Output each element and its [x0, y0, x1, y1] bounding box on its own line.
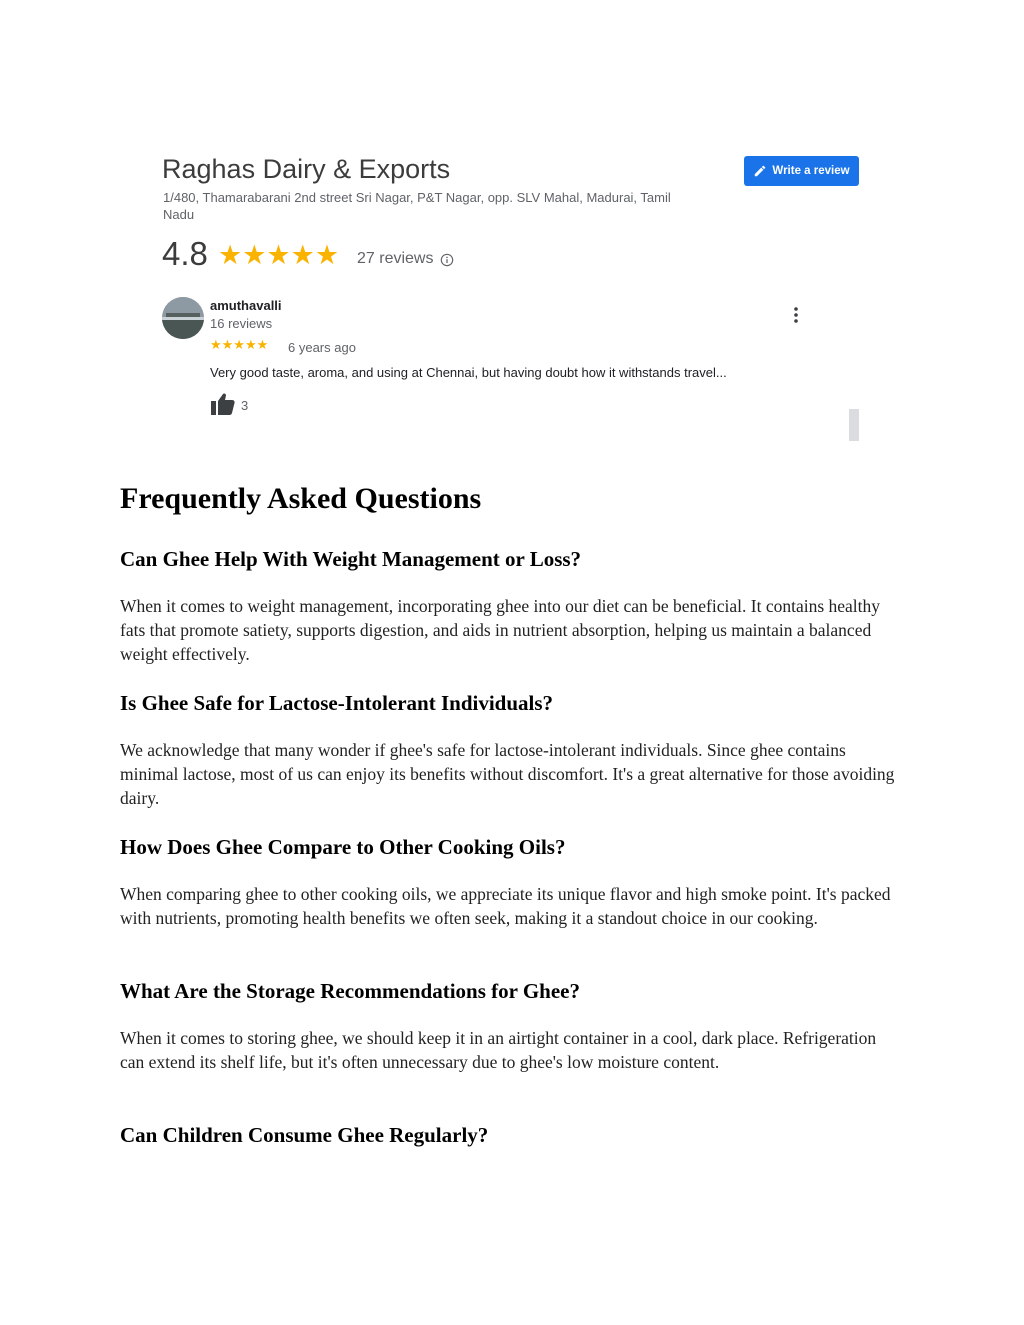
- thumbs-up-icon[interactable]: [210, 392, 236, 416]
- scrollbar[interactable]: [849, 409, 859, 441]
- reviewer-review-count: 16 reviews: [210, 316, 273, 331]
- like-count: 3: [241, 398, 249, 413]
- avatar[interactable]: [162, 297, 204, 339]
- info-icon[interactable]: [440, 253, 454, 267]
- review-count-link[interactable]: 27 reviews: [357, 250, 434, 267]
- review-time: 6 years ago: [288, 340, 356, 355]
- faq-question: What Are the Storage Recommendations for Ghee?: [120, 979, 580, 1003]
- write-review-button[interactable]: [744, 156, 859, 186]
- avatar-photo-icon: [162, 297, 204, 339]
- rating-value: 4.8: [162, 235, 208, 272]
- faq-heading: Frequently Asked Questions: [120, 482, 482, 515]
- faq-answer: When comparing ghee to other cooking oils, we appreciate its unique flavor and high smoke point. It's packed with nutrients, promoting health benefits we often seek, making it a standout choice in our cooking.: [120, 884, 891, 928]
- more-options-icon[interactable]: [790, 305, 802, 325]
- faq-question: Can Ghee Help With Weight Management or Loss?: [120, 547, 582, 571]
- faq-question: Is Ghee Safe for Lactose-Intolerant Individuals?: [120, 691, 554, 715]
- review-stars: ★★★★★: [210, 338, 269, 353]
- write-review-label: Write a review: [772, 165, 850, 177]
- pencil-icon: [753, 164, 767, 178]
- review-text: Very good taste, aroma, and using at Chennai, but having doubt how it withstands travel...: [210, 365, 727, 380]
- reviewer-name[interactable]: amuthavalli: [210, 298, 282, 313]
- faq-question: Can Children Consume Ghee Regularly?: [120, 1123, 489, 1147]
- business-name: Raghas Dairy & Exports: [162, 154, 451, 184]
- faq-answer: When it comes to weight management, incorporating ghee into our diet can be beneficial. It contains healthy fats that promote satiety, supports digestion, and aids in nutrient absorption, helping us maintain a balanced weight effectively.: [120, 596, 881, 664]
- faq-answer: When it comes to storing ghee, we should keep it in an airtight container in a cool, dark place. Refrigeration can extend its shelf life, but it's often unnecessary due to ghee's low moisture content.: [120, 1028, 877, 1072]
- business-address: 1/480, Thamarabarani 2nd street Sri Nagar, P&T Nagar, opp. SLV Mahal, Madurai, Tamil Nadu: [163, 190, 671, 222]
- rating-stars: ★★★★★: [218, 240, 340, 271]
- faq-question: How Does Ghee Compare to Other Cooking Oils?: [120, 835, 566, 859]
- faq-answer: We acknowledge that many wonder if ghee's safe for lactose-intolerant individuals. Since ghee contains minimal lactose, most of us can enjoy its benefits without discomfort. It's a great alternative for those avoiding dairy.: [120, 740, 895, 808]
